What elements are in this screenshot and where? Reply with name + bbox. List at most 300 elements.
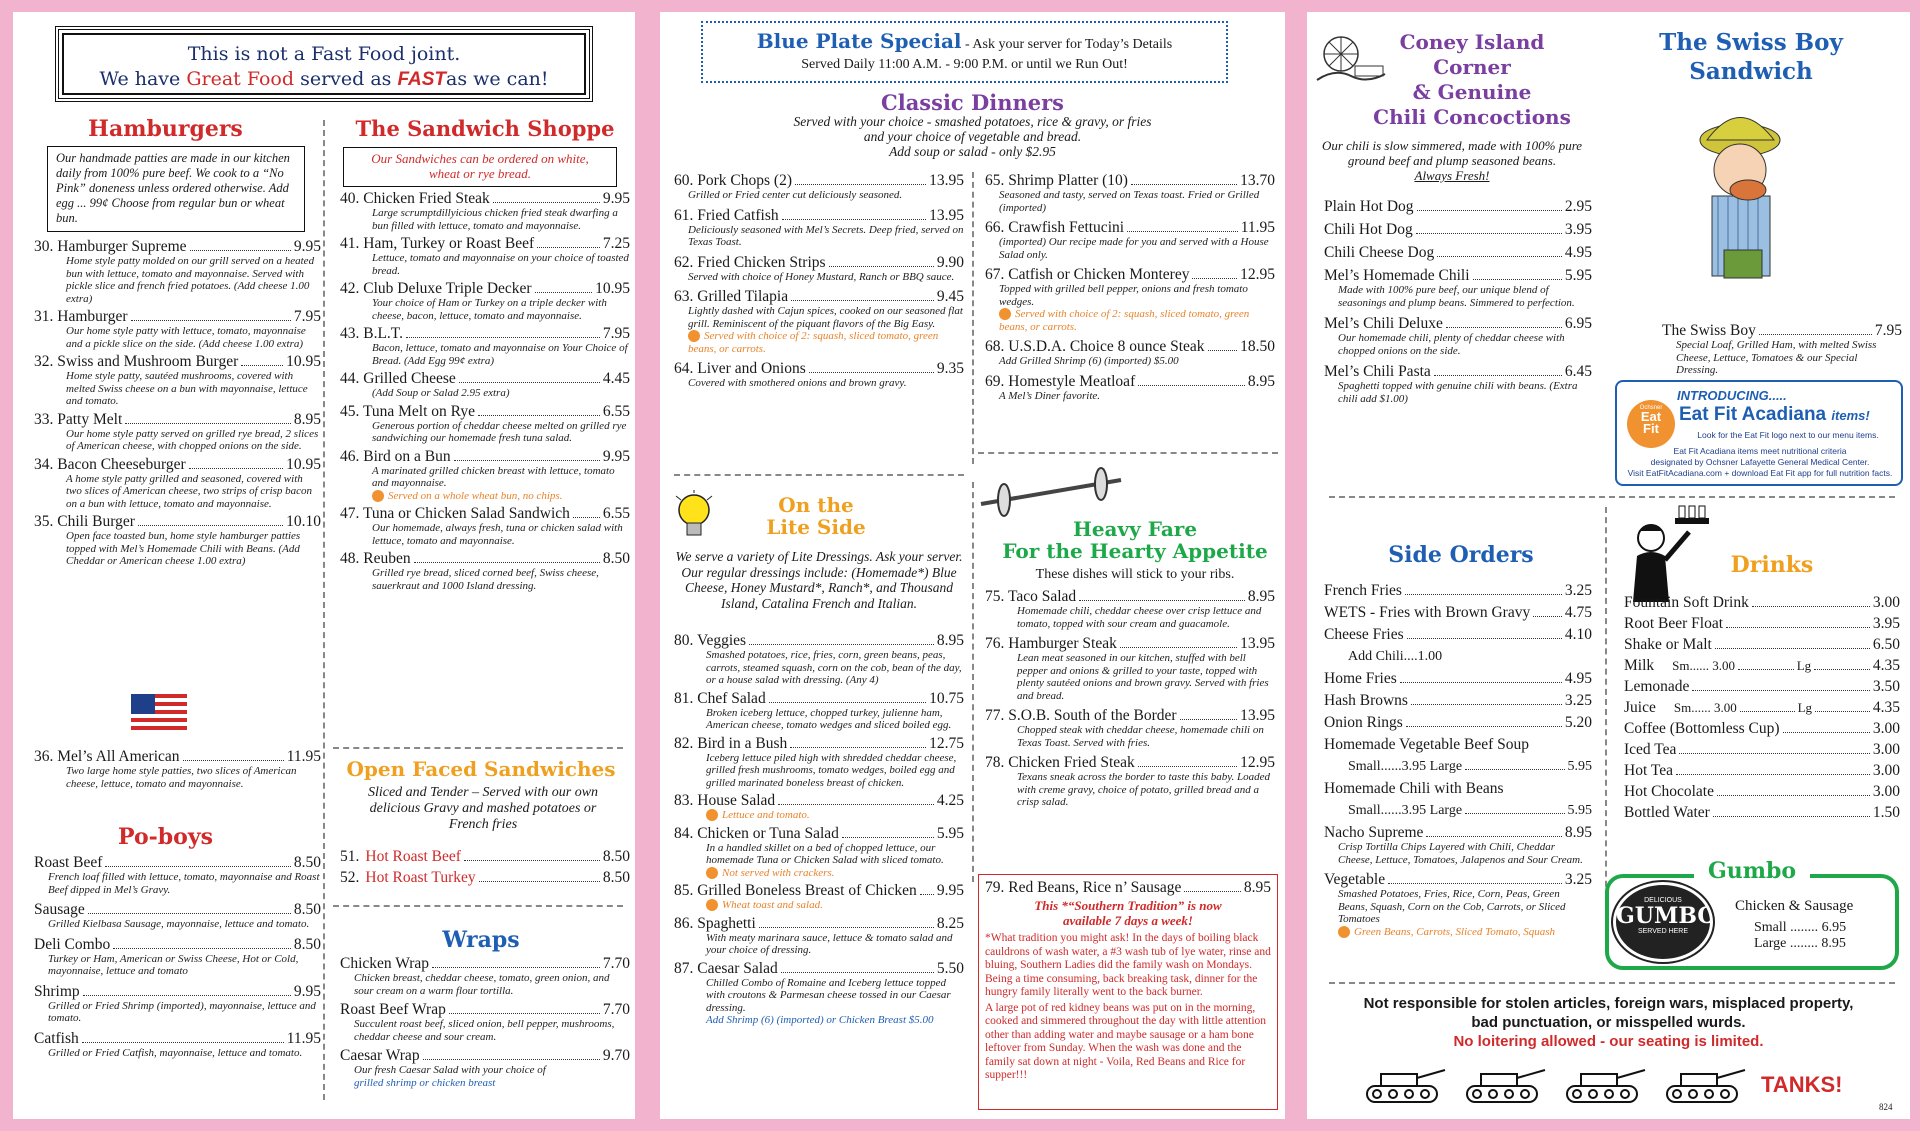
item-name: 41. Ham, Turkey or Roast Beef [340, 235, 535, 252]
item-name: 46. Bird on a Bun [340, 447, 451, 465]
eat-fit-logo-text: Ochsner [1639, 405, 1663, 411]
item-name: 87. Caesar Salad [674, 959, 778, 977]
menu-item [1324, 198, 1592, 215]
leader-dots [241, 365, 283, 366]
item-row [34, 983, 321, 1000]
menu-item [985, 754, 1275, 809]
leader-dots [432, 967, 600, 968]
leader-dots [479, 881, 600, 882]
item-name: Mel’s Homemade Chili [1324, 267, 1470, 284]
eat-fit-note [340, 490, 630, 503]
menu-item [674, 207, 964, 249]
menu-panel-left [13, 12, 635, 1119]
item-row [1624, 699, 1900, 716]
item-description: A marinated grilled chicken breast with lettuce, tomato and mayonnaise. [372, 464, 615, 489]
item-price: 8.50 [602, 869, 630, 886]
item-price: 10.95 [286, 455, 321, 473]
leader-dots [1717, 795, 1870, 796]
leader-dots [449, 1013, 600, 1014]
menu-item [34, 854, 321, 896]
item-price: 12.95 [1240, 754, 1275, 771]
item-small-price: Sm...... 3.00 [1672, 658, 1735, 673]
item-description: Grilled or Fried center cut deliciously seasoned. [688, 189, 903, 201]
item-price: 9.35 [936, 360, 964, 377]
item-description: (Add Soup or Salad 2.95 extra) [372, 387, 510, 399]
leader-dots [1208, 350, 1238, 351]
item-row [340, 325, 630, 342]
leader-dots [573, 517, 600, 518]
item-price: 4.35 [1872, 657, 1901, 674]
lite-title-line: Lite Side [766, 515, 866, 539]
item-name: Chili Cheese Dog [1324, 244, 1435, 261]
item-price: 5.95 [1564, 267, 1592, 284]
coney-title-line: Chili Concoctions [1373, 105, 1571, 129]
item-price: 13.70 [1240, 172, 1275, 189]
leader-dots [1446, 327, 1562, 328]
leader-dots [189, 468, 283, 469]
item-row [674, 172, 964, 189]
item-price: 18.50 [1240, 338, 1275, 355]
leader-dots [493, 202, 600, 203]
item-row [1324, 604, 1592, 621]
divider [333, 905, 623, 907]
menu-item [1624, 783, 1900, 800]
leader-dots [778, 804, 934, 805]
item-name: Deli Combo [34, 935, 111, 953]
item-row [985, 754, 1275, 771]
item-name: Vegetable [1324, 871, 1386, 888]
item-row [674, 690, 964, 707]
item-name: 79. Red Beans, Rice n’ Sausage [985, 879, 1182, 896]
eat-fit-note [674, 867, 964, 880]
leader-dots [1752, 606, 1870, 607]
menu-item [985, 635, 1275, 702]
item-row [340, 190, 630, 207]
item-description: Deliciously seasoned with Mel’s Secrets. Deep fried, served on Texas Toast. [688, 223, 964, 248]
item-description: Chicken breast, cheddar cheese, tomato, green onion, and sour cream on a warm flour tortilla. [354, 972, 610, 997]
menu-item [1324, 648, 1592, 665]
heavy-list [985, 588, 1275, 814]
leader-dots [1533, 616, 1562, 617]
item-row [1324, 780, 1592, 797]
leader-dots [1120, 647, 1237, 648]
leader-dots [1783, 732, 1870, 733]
poboys-title: Po-boys [118, 824, 213, 850]
menu-item [1324, 736, 1592, 753]
classic-sub-line: Add soup or salad - only $2.95 [889, 144, 1056, 159]
item-price: 3.00 [1872, 594, 1900, 611]
gumbo-logo-text: GUMBO [1616, 903, 1717, 929]
item-row [1624, 720, 1900, 737]
blue-plate-sub: - Ask your server for Today’s Details [961, 37, 1173, 52]
item-price: 9.70 [602, 1047, 630, 1064]
item-row [674, 882, 964, 899]
item-row [1624, 783, 1900, 800]
item-description: Grilled or Fried Catfish, mayonnaise, lettuce and tomato. [48, 1046, 303, 1059]
leader-dots [791, 300, 934, 301]
item-description-extra: Add Shrimp (6) (imported) or Chicken Breast $5.00 [706, 1014, 934, 1026]
leader-dots [82, 1042, 284, 1043]
item-row [340, 550, 630, 567]
item-row [985, 172, 1275, 189]
menu-item [340, 1047, 630, 1089]
divider [1329, 982, 1895, 984]
menu-item [34, 238, 321, 305]
eat-fit-icon [706, 899, 718, 911]
item-name: Coffee (Bottomless Cup) [1624, 720, 1780, 737]
swiss-title [1597, 28, 1905, 86]
item-row [340, 280, 630, 297]
leader-dots [1407, 638, 1562, 639]
item-name: Cheese Fries [1324, 626, 1404, 643]
item-row [1324, 363, 1592, 380]
divider [972, 482, 974, 882]
item-description: A home style patty grilled and seasoned, covered with two slices of American cheese, two strips of crisp bacon on a bun with lettuce, tomato and mayonnaise. [66, 472, 313, 510]
item-name: Hot Roast Turkey [365, 869, 476, 886]
leader-dots [1416, 233, 1562, 234]
item-row [985, 219, 1275, 236]
item-description: Our home style patty with lettuce, tomato, mayonnaise and a pickle slice on the side. (Add cheese 1.00 extra) [66, 325, 306, 350]
item-row [674, 254, 964, 271]
item-name: Nacho Supreme [1324, 824, 1424, 841]
item-row [340, 848, 630, 865]
menu-item [1624, 720, 1900, 737]
divider [972, 172, 974, 464]
banner-text: We have [99, 68, 187, 90]
leader-dots [1814, 669, 1870, 670]
item-price: 5.95 [936, 824, 964, 842]
eat-fit-line: designated by Ochsner Lafayette General Medical Center. [1650, 457, 1870, 467]
menu-item [674, 360, 964, 390]
item-name: 47. Tuna or Chicken Salad Sandwich [340, 505, 570, 522]
leader-dots [183, 760, 284, 761]
menu-item [1624, 678, 1900, 695]
item-row [674, 632, 964, 649]
item-name: 42. Club Deluxe Triple Decker [340, 280, 532, 297]
eat-fit-note-text: Served with choice of 2: squash, sliced tomato, green beans, or carrots. [999, 308, 1250, 333]
eat-fit-icon [706, 867, 718, 879]
item-description: Lettuce, tomato and mayonnaise on your choice of toasted bread. [372, 252, 629, 277]
swiss-boy-illustration [1682, 100, 1800, 310]
hamburgers-note-box: Our handmade patties are made in our kitchen daily from 100% pure beef. We cook to a “No Pink” doneness unless ordered otherwise. Add egg ... 99¢ Choose from regular bun or wheat bun. [47, 146, 305, 232]
menu-item [1324, 244, 1592, 261]
menu-item [674, 172, 964, 202]
item-name: Mel’s Chili Pasta [1324, 363, 1431, 380]
leader-dots [454, 460, 600, 461]
leader-dots [1131, 184, 1237, 185]
leader-dots [478, 415, 600, 416]
leader-dots [1437, 256, 1562, 257]
eat-fit-note-text: Served with choice of 2: squash, sliced tomato, green beans, or carrots. [688, 330, 939, 355]
leader-dots [1138, 766, 1237, 767]
leader-dots [1192, 278, 1237, 279]
item-description: Home style patty, sautéed mushrooms, covered with melted Swiss cheese on a bun with mayonnaise, lettuce and tomato. [66, 370, 308, 407]
item-price: 5.95 [1567, 803, 1592, 818]
swiss-title-line: Sandwich [1689, 58, 1813, 85]
menu-item [1324, 670, 1592, 687]
item-row [34, 1030, 321, 1047]
item-row [674, 960, 964, 977]
leader-dots [535, 292, 593, 293]
item-price: 5.95 [1567, 759, 1592, 774]
gumbo-large: Large ........ 8.95 [1754, 936, 1846, 951]
item-row [674, 288, 964, 305]
leader-dots [759, 927, 934, 928]
menu-item [1324, 315, 1592, 357]
item-price: 6.55 [602, 402, 630, 420]
item-description: Open face toasted bun, home style hamburger patties topped with Mel’s Homemade Chili with Beans. (Add Cheddar or American cheese 1.00 extra) [66, 530, 301, 567]
item-row [34, 854, 321, 871]
leader-dots [1465, 769, 1564, 770]
item-price: 8.95 [1247, 588, 1275, 605]
item-price: 7.95 [293, 308, 321, 325]
red-beans-sub-line: available 7 days a week! [1063, 913, 1193, 928]
item-name: 60. Pork Chops (2) [674, 172, 792, 189]
menu-item [674, 254, 964, 284]
item-name: The Swiss Boy [1662, 322, 1756, 339]
item-price: 8.95 [1247, 372, 1275, 390]
item-name: 80. Veggies [674, 632, 747, 649]
divider [978, 452, 1278, 454]
leader-dots [464, 860, 600, 861]
footer-line: Not responsible for stolen articles, foreign wars, misplaced property, [1363, 995, 1854, 1012]
leader-dots [1740, 711, 1795, 712]
item-row [674, 915, 964, 932]
item-price: 11.95 [1240, 219, 1275, 236]
eat-fit-lines [1621, 430, 1899, 479]
item-row [340, 1001, 630, 1018]
item-row [1624, 636, 1900, 653]
item-description: (imported) Our recipe made for you and served with a House Salad only. [999, 236, 1269, 261]
item-price: 3.95 [1872, 615, 1900, 632]
lite-title [716, 494, 916, 538]
lightbulb-icon [674, 490, 714, 542]
leader-dots [790, 747, 926, 748]
item-name: 45. Tuna Melt on Rye [340, 402, 476, 420]
item-description: Spaghetti topped with genuine chili with beans. (Extra chili add $1.00) [1338, 380, 1578, 405]
coney-title-line: Coney Island [1399, 30, 1545, 54]
item-name: 67. Catfish or Chicken Monterey [985, 266, 1190, 283]
item-price: 7.95 [602, 325, 630, 342]
banner-text: as we can! [446, 68, 549, 90]
item-name: 77. S.O.B. South of the Border [985, 707, 1177, 724]
eat-fit-note [674, 330, 964, 355]
heavy-sub: These dishes will stick to your ribs. [1035, 567, 1235, 582]
menu-item [985, 588, 1275, 630]
menu-item [1324, 758, 1592, 775]
eat-fit-logo-text: Fit [1643, 421, 1659, 436]
item-description: Lean meat seasoned in our kitchen, stuffed with bell pepper and onions & grilled to your taste, topped with plenty sautéed onions and brown gravy. Served with fries and bread. [1017, 652, 1269, 702]
item-name: 65. Shrimp Platter (10) [985, 172, 1128, 189]
item-price: 3.00 [1872, 741, 1900, 758]
classic-list-left [674, 172, 964, 395]
item-price: 3.00 [1872, 720, 1900, 737]
item-name: Fountain Soft Drink [1624, 594, 1749, 611]
item-price: 7.70 [602, 955, 630, 972]
item-row [1324, 670, 1592, 687]
leader-dots [1079, 600, 1245, 601]
hamburgers-list [34, 238, 321, 571]
menu-item [340, 869, 630, 886]
menu-item [1324, 871, 1592, 938]
item-description: Succulent roast beef, sliced onion, bell pepper, mushrooms, cheddar cheese and sour cream. [354, 1018, 615, 1043]
menu-item [1324, 221, 1592, 238]
item-price: 12.95 [1240, 266, 1275, 283]
leader-dots [1473, 279, 1562, 280]
item-name: 44. Grilled Cheese [340, 370, 456, 387]
menu-item [1324, 824, 1592, 866]
gumbo-logo [1613, 882, 1717, 962]
item-row [985, 635, 1275, 652]
menu-item [674, 288, 964, 355]
item-price: 8.95 [293, 410, 321, 428]
item-row [340, 869, 630, 886]
item-number: 51. [340, 848, 360, 865]
item-price: 7.95 [1874, 322, 1902, 339]
item-price: 6.95 [1564, 315, 1592, 332]
coney-intro-text: Our chili is slow simmered, made with 100% pure ground beef and plump seasoned beans. [1321, 138, 1583, 168]
gumbo-logo-text: SERVED HERE [1637, 928, 1689, 935]
divider [1329, 496, 1895, 498]
item-row [34, 456, 321, 473]
item-row [1324, 626, 1592, 643]
coney-title [1327, 30, 1577, 130]
leader-dots [1400, 682, 1562, 683]
eat-fit-box [1615, 380, 1903, 486]
item-price: 9.95 [602, 447, 630, 465]
item-row [340, 1047, 630, 1064]
gumbo-small: Small ........ 6.95 [1754, 920, 1847, 935]
menu-item [1324, 604, 1592, 621]
lite-title-line: On the [778, 493, 854, 517]
item-price: 3.95 [1564, 221, 1592, 238]
item-price: 9.90 [936, 253, 964, 271]
sides-title: Side Orders [1388, 542, 1534, 568]
leader-dots [83, 995, 291, 996]
item-price: 9.95 [602, 190, 630, 207]
leader-dots [131, 320, 291, 321]
item-row [674, 825, 964, 842]
item-price: 13.95 [1240, 635, 1275, 652]
menu-item [34, 308, 321, 350]
menu-item [340, 403, 630, 445]
sandwich-list [340, 190, 630, 595]
leader-dots [1676, 774, 1870, 775]
menu-item [34, 901, 321, 931]
item-name: 43. B.L.T. [340, 325, 403, 342]
gumbo-name: Chicken & Sausage [1735, 898, 1854, 914]
leader-dots [842, 837, 934, 838]
coney-always-fresh: Always Fresh! [1414, 168, 1490, 183]
menu-item [34, 456, 321, 511]
red-beans-sub [985, 898, 1271, 928]
item-row [1624, 762, 1900, 779]
item-price: 1.50 [1872, 804, 1900, 821]
item-row [1324, 648, 1592, 665]
menu-item [1624, 615, 1900, 632]
item-row [1624, 657, 1900, 674]
leader-dots [406, 337, 600, 338]
item-name: Hot Tea [1624, 762, 1673, 779]
item-row [340, 955, 630, 972]
divider [333, 747, 623, 749]
item-name: Milk [1624, 657, 1655, 674]
menu-item [340, 190, 630, 232]
eat-fit-icon [999, 308, 1011, 320]
leader-dots [1738, 669, 1794, 670]
item-name: Roast Beef [34, 854, 103, 871]
item-description: Iceberg lettuce piled high with shredded cheddar cheese, grilled fresh mushrooms, tomato wedges, boiled egg and grilled marinated boneless breast of chicken. [706, 751, 957, 789]
lite-intro: We serve a variety of Lite Dressings. Ask your server. Our regular dressings include: (Homemade*) Blue Cheese, Honey Mustard*, Ranch*, and Thousand Island, Catalina French and Italian. [675, 549, 963, 611]
item-description: Smashed potatoes, rice, fries, corn, green beans, peas, carrots, steamed squash, corn on the cob, bean of the day, or a house salad with dressing. (Any 4) [706, 649, 962, 686]
leader-dots [88, 913, 291, 914]
item-description: Our home style patty served on grilled rye bread, 2 slices of American cheese, with chopped onions on the side. [66, 427, 319, 452]
hamburgers-title: Hamburgers [88, 116, 243, 142]
item-description: Covered with smothered onions and brown gravy. [688, 377, 907, 389]
item-price: 4.95 [1564, 244, 1592, 261]
menu-item [1624, 657, 1900, 674]
red-beans-box [978, 874, 1278, 1110]
eat-fit-icon [1338, 926, 1350, 938]
item-price: 10.95 [595, 280, 630, 297]
item-price: 9.95 [293, 982, 321, 1000]
item-name: Caesar Wrap [340, 1047, 420, 1064]
item-price: 6.55 [602, 505, 630, 522]
menu-item [674, 690, 964, 732]
item-description: Grilled or Fried Shrimp (imported), mayonnaise, lettuce and tomato. [48, 999, 316, 1024]
drinks-list [1624, 594, 1900, 825]
eat-fit-intro: INTRODUCING..... [1677, 388, 1787, 403]
menu-item [1624, 594, 1900, 611]
item-small-price: Sm...... 3.00 [1673, 700, 1737, 715]
item-name: Hash Browns [1324, 692, 1408, 709]
item-name: 68. U.S.D.A. Choice 8 ounce Steak [985, 338, 1205, 355]
item-name: Root Beer Float [1624, 615, 1724, 632]
item-row [1624, 594, 1900, 611]
classic-list-right [985, 172, 1275, 407]
item-name: Roast Beef Wrap [340, 1001, 446, 1018]
item-name: Hot Chocolate [1624, 783, 1714, 800]
coney-title-line: & Genuine [1412, 80, 1532, 104]
item-row [1324, 692, 1592, 709]
menu-item [1324, 780, 1592, 797]
menu-item [340, 448, 630, 503]
item-row [985, 266, 1275, 283]
item-price: 11.95 [286, 748, 321, 765]
item-name: 83. House Salad [674, 792, 776, 809]
item-row [34, 513, 321, 530]
menu-item [985, 172, 1275, 214]
item-row [674, 735, 964, 752]
item-description: Large scrumptdillyicious chicken fried steak dwarfing a bun filled with lettuce, tomato and mayonnaise. [372, 207, 618, 232]
menu-item [674, 825, 964, 880]
item-row [1624, 741, 1900, 758]
item-description: Seasoned and tasty, served on Texas toast. Fried or Grilled (imported) [999, 189, 1260, 214]
item-price: 11.95 [286, 1029, 321, 1047]
item-price: 4.35 [1872, 699, 1900, 716]
menu-item [340, 955, 630, 997]
item-price: 13.95 [929, 172, 964, 189]
menu-item [985, 373, 1275, 403]
menu-item [674, 735, 964, 790]
item-row [34, 411, 321, 428]
item-row [1624, 615, 1900, 632]
eat-fit-logo-text: Eat [1640, 409, 1662, 424]
leader-dots [1184, 891, 1240, 892]
eat-fit-note-text: Not served with crackers. [722, 866, 835, 879]
menu-item [1324, 267, 1592, 309]
classic-sub [660, 114, 1285, 159]
